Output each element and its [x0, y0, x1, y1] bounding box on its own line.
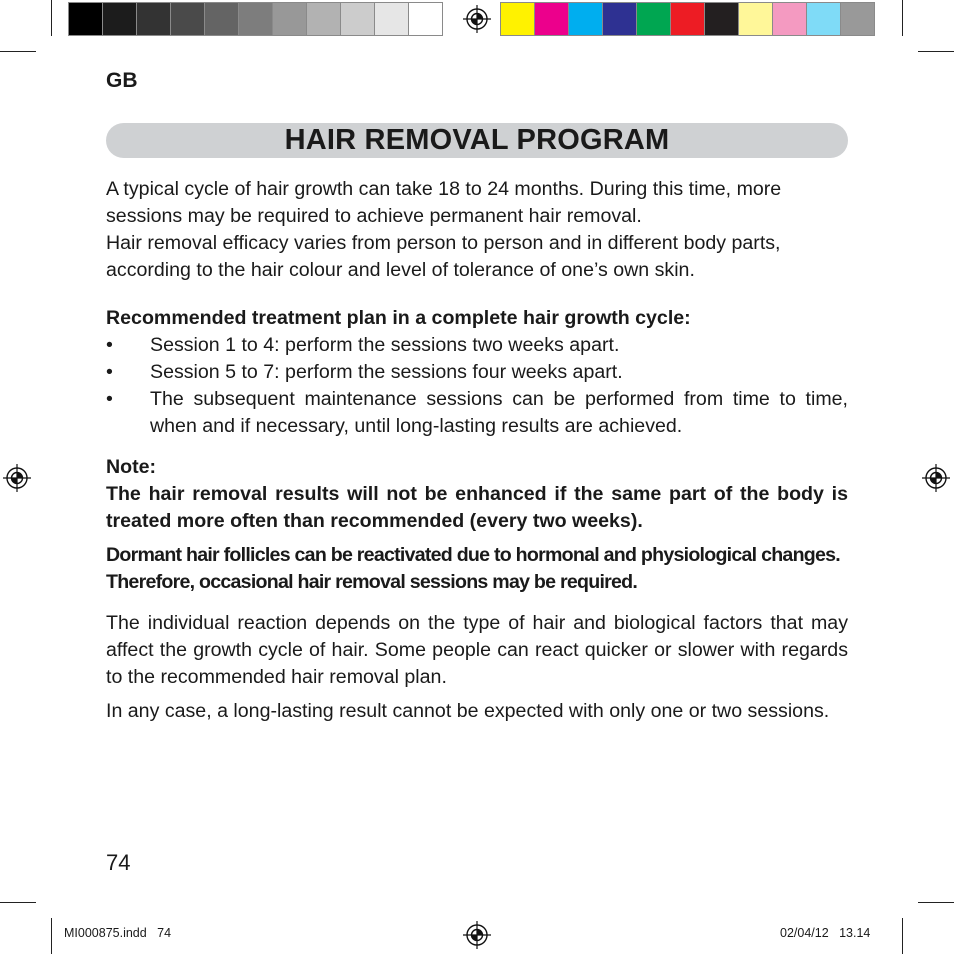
list-item — [106, 386, 848, 440]
crop-mark-top-right-h — [918, 51, 954, 52]
crop-mark-top-left-h — [0, 51, 36, 52]
crop-mark-bottom-right-h — [918, 902, 954, 903]
registration-mark-bottom-icon — [463, 921, 491, 949]
color-swatch — [807, 2, 841, 36]
crop-mark-top-right-v — [902, 0, 903, 36]
crop-mark-bottom-right-v — [902, 918, 903, 954]
note-text-2: Dormant hair follicles can be reactivated due to hormonal and physiological changes. Therefore, occasional hair removal sessions may be required. — [106, 544, 841, 593]
gray-swatch — [307, 2, 341, 36]
plan-heading: Recommended treatment plan in a complete hair growth cycle: — [106, 307, 691, 329]
color-swatch — [535, 2, 569, 36]
gray-swatch — [205, 2, 239, 36]
date-slug: 02/04/12 13.14 — [780, 926, 871, 940]
registration-mark-left-icon — [3, 464, 31, 492]
gray-swatch — [103, 2, 137, 36]
bullet-icon: • — [106, 388, 113, 410]
color-swatch — [739, 2, 773, 36]
gray-swatch — [273, 2, 307, 36]
gray-swatch — [137, 2, 171, 36]
gray-swatch — [239, 2, 273, 36]
registration-mark-top-icon — [463, 5, 491, 33]
color-swatch — [569, 2, 603, 36]
file-slug: MI000875.indd 74 — [64, 926, 172, 940]
color-swatch — [773, 2, 807, 36]
color-swatch — [705, 2, 739, 36]
page-title: HAIR REMOVAL PROGRAM — [284, 124, 670, 156]
list-item-text: Session 5 to 7: perform the sessions four weeks apart. — [150, 361, 623, 383]
gray-swatch — [409, 2, 443, 36]
color-swatch — [671, 2, 705, 36]
language-label: GB — [106, 69, 138, 92]
plan-list — [106, 332, 848, 440]
title-banner — [106, 123, 848, 158]
body-paragraph-2: In any case, a long-lasting result cannot be expected with only one or two sessions. — [106, 700, 830, 722]
note-label: Note: — [106, 456, 157, 478]
list-item-text: The subsequent maintenance sessions can be performed from time to time, when and if necessary, until long-lasting results are achieved. — [150, 388, 848, 437]
intro-paragraph-2: Hair removal efficacy varies from person to person and in different body parts, according to the hair colour and level of tolerance of one’s own skin. — [106, 232, 781, 281]
process-color-bar — [500, 2, 875, 36]
note-text-1: The hair removal results will not be enhanced if the same part of the body is treated more often than recommended (every two weeks). — [106, 483, 848, 532]
crop-mark-top-left-v — [51, 0, 52, 36]
bullet-icon: • — [106, 361, 113, 383]
registration-mark-right-icon — [922, 464, 950, 492]
color-swatch — [500, 2, 535, 36]
color-swatch — [603, 2, 637, 36]
grayscale-color-bar — [68, 2, 443, 36]
gray-swatch — [375, 2, 409, 36]
color-swatch — [841, 2, 875, 36]
gray-swatch — [341, 2, 375, 36]
list-item — [106, 359, 848, 386]
bullet-icon: • — [106, 334, 113, 356]
page-number: 74 — [106, 850, 131, 875]
crop-mark-bottom-left-v — [51, 918, 52, 954]
color-swatch — [637, 2, 671, 36]
intro-paragraph-1: A typical cycle of hair growth can take 18 to 24 months. During this time, more sessions may be required to achieve permanent hair removal. — [106, 178, 782, 227]
gray-swatch — [171, 2, 205, 36]
list-item — [106, 332, 848, 359]
gray-swatch — [68, 2, 103, 36]
body-paragraph-1: The individual reaction depends on the type of hair and biological factors that may affect the growth cycle of hair. Some people can react quicker or slower with regards to the recommended hair removal plan. — [106, 612, 848, 688]
intro-section — [106, 176, 848, 284]
crop-mark-bottom-left-h — [0, 902, 36, 903]
list-item-text: Session 1 to 4: perform the sessions two weeks apart. — [150, 334, 620, 356]
